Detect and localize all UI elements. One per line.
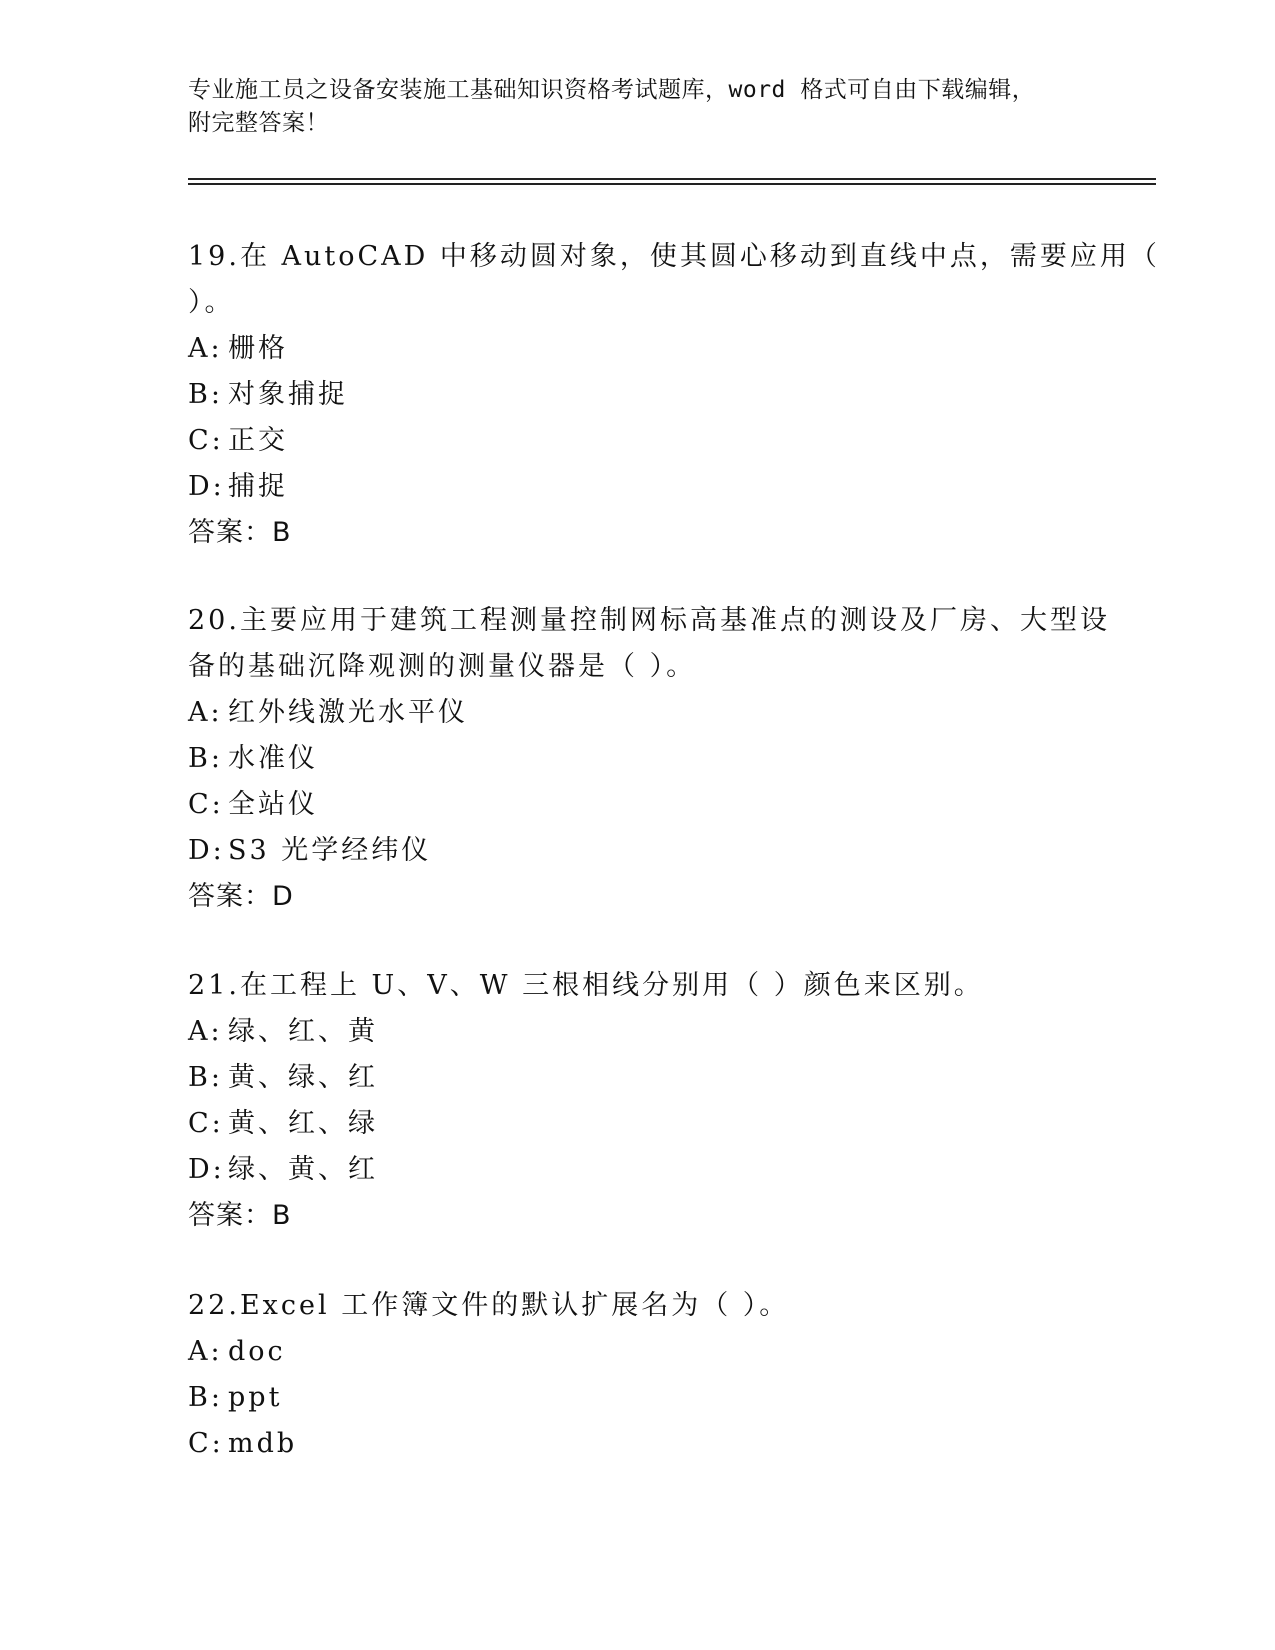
header-line-2: 附完整答案！ [188, 110, 329, 136]
question-20-option-c [188, 782, 1088, 828]
question-19-text-line-2: ）。 [188, 287, 235, 318]
question-22 [188, 1283, 1088, 1467]
question-21 [188, 963, 1088, 1239]
option-key: C: [188, 1108, 224, 1139]
option-key: A: [188, 333, 223, 364]
question-20-option-a [188, 690, 1088, 736]
question-20-option-d [188, 828, 1088, 874]
question-21-option-c [188, 1101, 1088, 1147]
option-text: 红外线激光水平仪 [228, 697, 468, 728]
option-key: A: [188, 1336, 223, 1367]
question-20-text-line-1: 20.主要应用于建筑工程测量控制网标高基准点的测设及厂房、大型设 [188, 605, 1110, 636]
option-key: C: [188, 1428, 224, 1459]
question-19-option-b [188, 372, 1088, 418]
question-20 [188, 598, 1110, 920]
option-text: 黄、红、绿 [228, 1108, 378, 1139]
question-21-option-d [188, 1147, 1088, 1193]
header-divider-top [188, 178, 1156, 180]
option-text: ppt [228, 1382, 283, 1413]
option-key: B: [188, 1382, 223, 1413]
option-text: 捕捉 [228, 471, 288, 502]
option-text: doc [228, 1336, 286, 1367]
option-key: D: [188, 471, 225, 502]
question-20-option-b [188, 736, 1088, 782]
option-key: D: [188, 835, 225, 866]
option-text: 黄、绿、红 [228, 1062, 378, 1093]
question-19-option-d [188, 464, 1088, 510]
question-21-answer: 答案：B [188, 1200, 292, 1231]
option-key: C: [188, 425, 224, 456]
option-text: 绿、红、黄 [228, 1016, 378, 1047]
header-line-1: 专业施工员之设备安装施工基础知识资格考试题库，word 格式可自由下载编辑， [188, 77, 1036, 103]
option-key: C: [188, 789, 224, 820]
option-key: B: [188, 1062, 223, 1093]
question-21-option-a [188, 1009, 1088, 1055]
question-19-answer: 答案：B [188, 517, 292, 548]
option-text: 水准仪 [228, 743, 318, 774]
option-key: B: [188, 743, 223, 774]
question-19-option-c [188, 418, 1088, 464]
header-divider-bottom [188, 183, 1156, 185]
question-22-option-b [188, 1375, 1088, 1421]
question-20-text-line-2: 备的基础沉降观测的测量仪器是（ ）。 [188, 651, 697, 682]
option-key: A: [188, 1016, 223, 1047]
option-text: 绿、黄、红 [228, 1154, 378, 1185]
option-text: 栅格 [228, 333, 288, 364]
question-22-text-line-1: 22.Excel 工作簿文件的默认扩展名为（ ）。 [188, 1290, 790, 1321]
option-text: S3 光学经纬仪 [228, 835, 432, 866]
question-22-option-a [188, 1329, 1088, 1375]
question-21-option-b [188, 1055, 1088, 1101]
option-text: 对象捕捉 [228, 379, 348, 410]
option-key: A: [188, 697, 223, 728]
question-21-text-line-1: 21.在工程上 U、V、W 三根相线分别用（ ）颜色来区别。 [188, 970, 984, 1001]
option-key: B: [188, 379, 223, 410]
question-20-answer: 答案：D [188, 881, 294, 912]
option-text: 全站仪 [228, 789, 318, 820]
document-header [188, 74, 1068, 140]
question-22-option-c [188, 1421, 1088, 1467]
option-text: mdb [228, 1428, 298, 1459]
question-19 [188, 234, 1160, 556]
question-19-text-line-1: 19.在 AutoCAD 中移动圆对象，使其圆心移动到直线中点，需要应用（ [188, 241, 1160, 272]
option-key: D: [188, 1154, 225, 1185]
question-19-option-a [188, 326, 1088, 372]
option-text: 正交 [228, 425, 288, 456]
